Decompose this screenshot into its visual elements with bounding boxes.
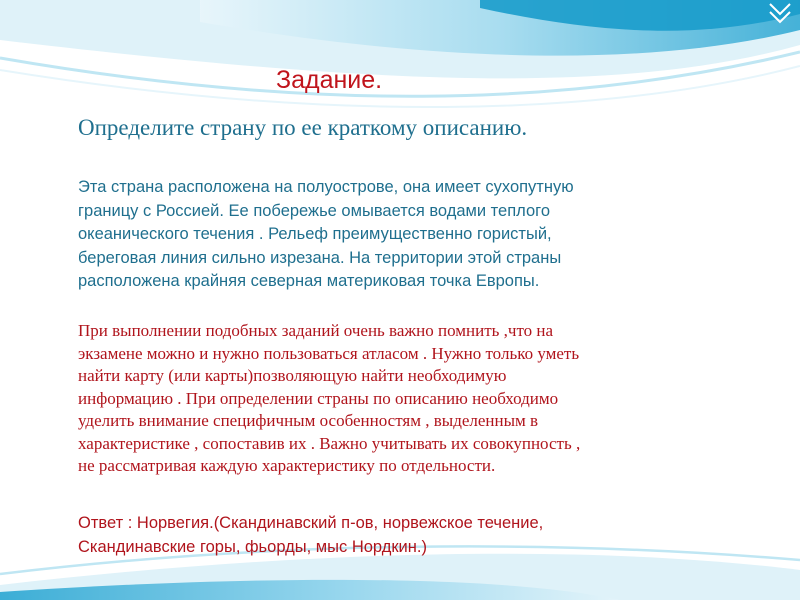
- description-line: береговая линия сильно изрезана. На территории этой страны: [78, 248, 562, 267]
- advice-line: уделить внимание специфичным особенностям , выделенным в: [78, 411, 539, 430]
- advice-line: найти карту (или карты)позволяющую найти необходимую: [78, 366, 507, 385]
- advice-line: информацию . При определении страны по описанию необходимо: [78, 388, 559, 408]
- answer-line: Скандинавские горы, фьорды, мыс Нордкин.): [78, 537, 427, 556]
- advice-line: экзамене можно и нужно пользоваться атласом . Нужно только уметь: [78, 343, 580, 363]
- advice-paragraph: [78, 320, 728, 478]
- description-paragraph: [78, 176, 718, 294]
- advice-line: не рассматривая каждую характеристику по отдельности.: [78, 456, 496, 475]
- description-line: расположена крайняя северная материковая точка Европы.: [78, 272, 540, 290]
- description-line: Эта страна расположена на полуострове, она имеет сухопутную: [78, 178, 574, 196]
- advice-line: характеристике , сопоставив их . Важно учитывать их совокупность ,: [78, 433, 581, 453]
- advice-line: При выполнении подобных заданий очень важно помнить ,что на: [78, 321, 554, 340]
- answer-paragraph: [78, 512, 728, 559]
- slide-title: Задание.: [276, 66, 383, 94]
- answer-line: Ответ : Норвегия.(Скандинавский п-ов, норвежское течение,: [78, 514, 544, 532]
- description-line: границу с Россией. Ее побережье омывается водами теплого: [78, 201, 550, 220]
- description-line: океанического течения . Рельеф преимущественно гористый,: [78, 225, 552, 243]
- slide-subtitle: Определите страну по ее краткому описанию.: [78, 115, 528, 140]
